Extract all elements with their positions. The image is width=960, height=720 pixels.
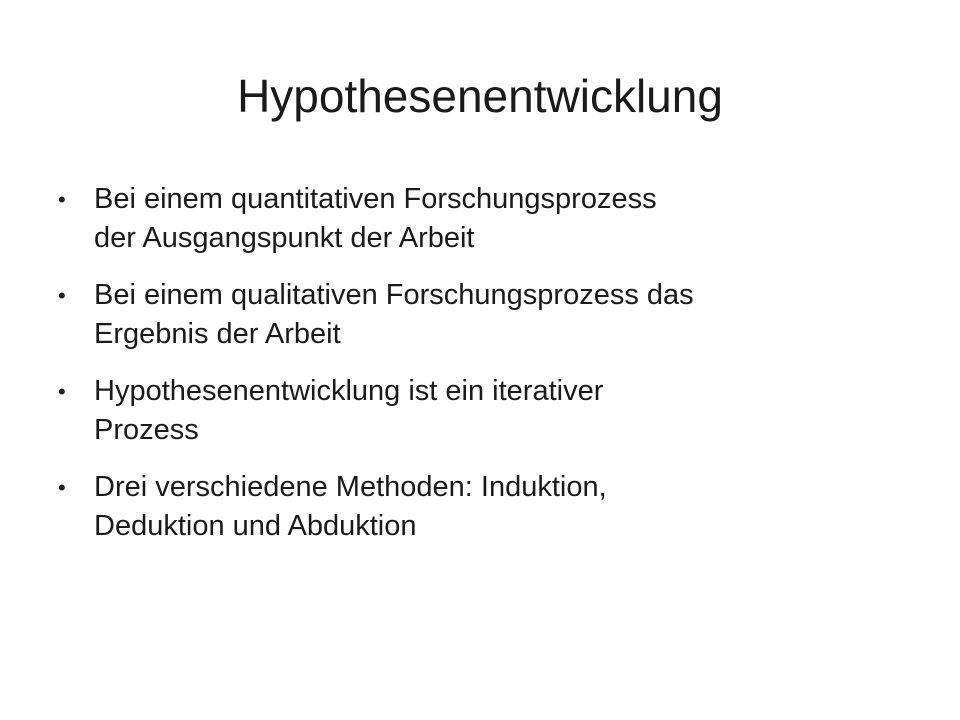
list-item	[58, 372, 888, 450]
list-item	[58, 468, 888, 546]
bullet-text	[94, 276, 888, 354]
bullet-list	[58, 180, 888, 564]
bullet-dot-icon: •	[58, 379, 66, 404]
bullet-line: Drei verschiedene Methoden: Induktion,	[94, 471, 607, 503]
list-item	[58, 180, 888, 258]
bullet-text	[94, 372, 888, 450]
bullet-text	[94, 180, 888, 258]
bullet-line: Prozess	[94, 414, 199, 446]
bullet-text	[94, 468, 888, 546]
slide-title: Hypothesenentwicklung	[237, 70, 723, 122]
bullet-line: Deduktion und Abduktion	[94, 510, 417, 542]
bullet-dot-icon: •	[58, 283, 66, 308]
bullet-line: der Ausgangspunkt der Arbeit	[94, 222, 475, 254]
bullet-line: Ergebnis der Arbeit	[94, 318, 341, 350]
bullet-line: Bei einem qualitativen Forschungsprozess das	[94, 279, 694, 311]
bullet-dot-icon: •	[58, 475, 66, 500]
list-item	[58, 276, 888, 354]
bullet-line: Hypothesenentwicklung ist ein iterativer	[94, 375, 604, 407]
bullet-dot-icon: •	[58, 187, 66, 212]
bullet-line: Bei einem quantitativen Forschungsprozess	[94, 183, 657, 215]
